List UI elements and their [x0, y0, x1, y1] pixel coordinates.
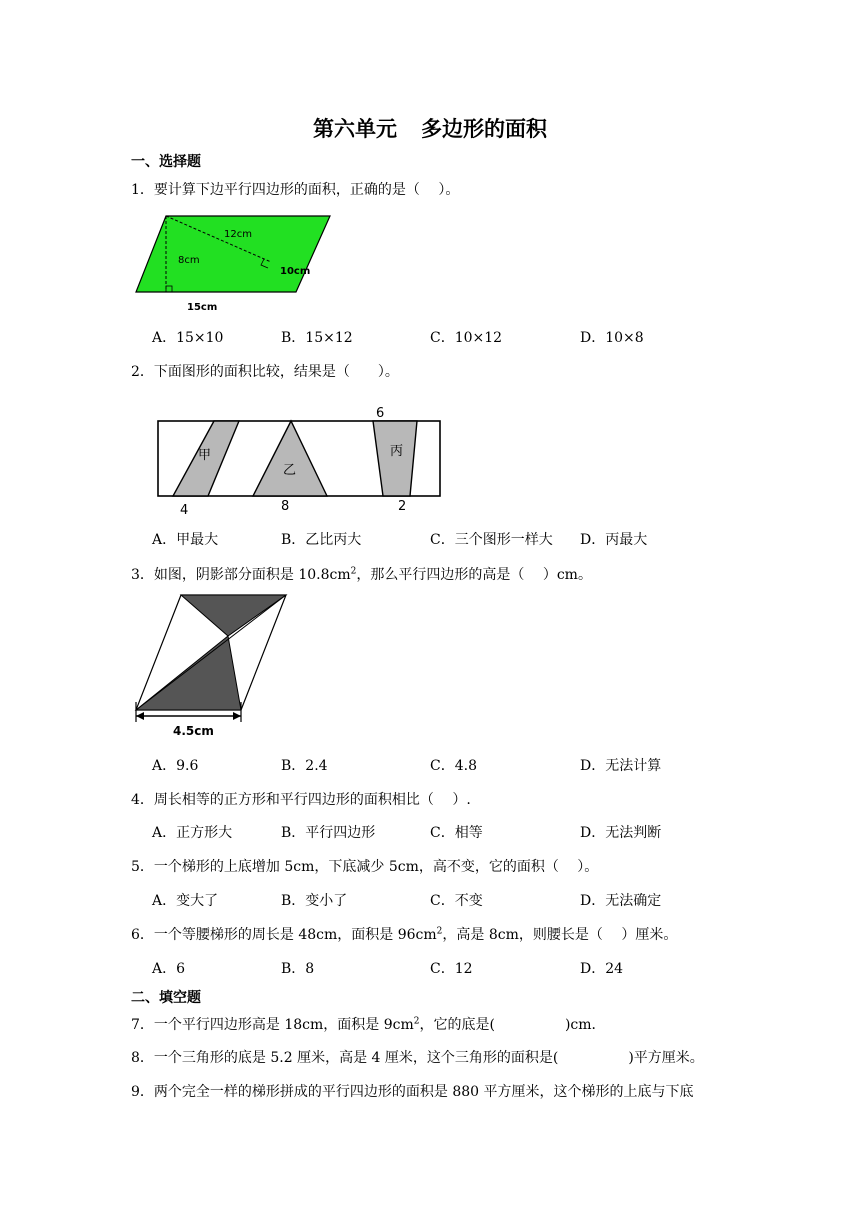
shape-yi: [253, 421, 327, 496]
question-3-figure: [134, 592, 290, 742]
question-2-option-a: A．甲最大: [152, 532, 219, 548]
label-bing: 丙: [390, 444, 404, 459]
parallelogram-shape: [136, 216, 330, 292]
question-4-option-b: B．平行四边形: [281, 825, 376, 841]
question-4-text: 4．周长相等的正方形和平行四边形的面积相比（ ）.: [131, 792, 471, 808]
question-5-text: 5．一个梯形的上底增加 5cm，下底减少 5cm，高不变，它的面积（ ）。: [131, 859, 599, 875]
question-2-option-b: B．乙比丙大: [281, 532, 362, 548]
question-9-text: 9．两个完全一样的梯形拼成的平行四边形的面积是 880 平方厘米，这个梯形的上底与下底: [131, 1084, 694, 1100]
section-heading-fill: 二、填空题: [131, 990, 201, 1006]
question-5-option-d: D．无法确定: [580, 893, 662, 909]
question-1-text: 1．要计算下边平行四边形的面积，正确的是（ ）。: [131, 182, 460, 198]
question-3-option-d: D．无法计算: [580, 758, 662, 774]
question-6-text: 6．一个等腰梯形的周长是 48cm，面积是 $96cm^2$，高是 8cm，则腰长是（ ）厘米。: [131, 926, 678, 943]
question-6-option-b: B．8: [281, 961, 315, 977]
question-7-text: 7．一个平行四边形高是 18cm，面积是 $9cm^2$，它的底是( )cm．: [131, 1016, 606, 1033]
label-4: 4: [180, 503, 189, 518]
question-5-option-a: A．变大了: [152, 893, 219, 909]
question-2-option-d: D．丙最大: [580, 532, 648, 548]
question-6-option-d: D．24: [580, 961, 624, 977]
question-4-option-c: C．相等: [430, 825, 483, 841]
question-6-option-c: C．12: [430, 961, 473, 977]
label-yi: 乙: [283, 463, 297, 478]
label-15cm: 15cm: [187, 302, 218, 313]
question-1-figure: [134, 210, 334, 314]
question-5-option-b: B．变小了: [281, 893, 348, 909]
question-2-text: 2．下面图形的面积比较，结果是（ ）。: [131, 364, 399, 380]
question-2-option-c: C．三个图形一样大: [430, 532, 553, 548]
question-1-option-d: D．10×8: [580, 330, 644, 346]
label-2: 2: [398, 499, 407, 514]
question-3-option-c: C．4.8: [430, 758, 477, 774]
label-jia: 甲: [198, 448, 212, 463]
question-4-option-d: D．无法判断: [580, 825, 662, 841]
question-1-option-c: C．10×12: [430, 330, 503, 346]
section-heading-choice: 一、选择题: [131, 154, 201, 170]
label-8: 8: [281, 499, 290, 514]
question-1-option-a: A．15×10: [152, 330, 224, 346]
question-5-option-c: C．不变: [430, 893, 483, 909]
label-base: 4.5cm: [173, 724, 214, 738]
question-3-option-b: B．2.4: [281, 758, 328, 774]
label-12cm: 12cm: [224, 229, 252, 240]
page-title: 第六单元 多边形的面积: [313, 117, 547, 141]
arrow-left: [136, 712, 144, 720]
label-6: 6: [376, 406, 385, 421]
question-4-option-a: A．正方形大: [152, 825, 233, 841]
arrow-right: [233, 712, 241, 720]
question-1-option-b: B．15×12: [281, 330, 353, 346]
question-3-option-a: A．9.6: [152, 758, 199, 774]
question-6-option-a: A．6: [152, 961, 186, 977]
question-2-figure: [150, 400, 450, 520]
label-10cm: 10cm: [280, 266, 311, 277]
question-3-text: 3．如图，阴影部分面积是 $10.8cm^2$，那么平行四边形的高是（ ）cm。: [131, 566, 592, 583]
label-8cm: 8cm: [178, 255, 200, 266]
question-8-text: 8．一个三角形的底是 5.2 厘米，高是 4 厘米，这个三角形的面积是( )平方厘米。: [131, 1050, 704, 1066]
